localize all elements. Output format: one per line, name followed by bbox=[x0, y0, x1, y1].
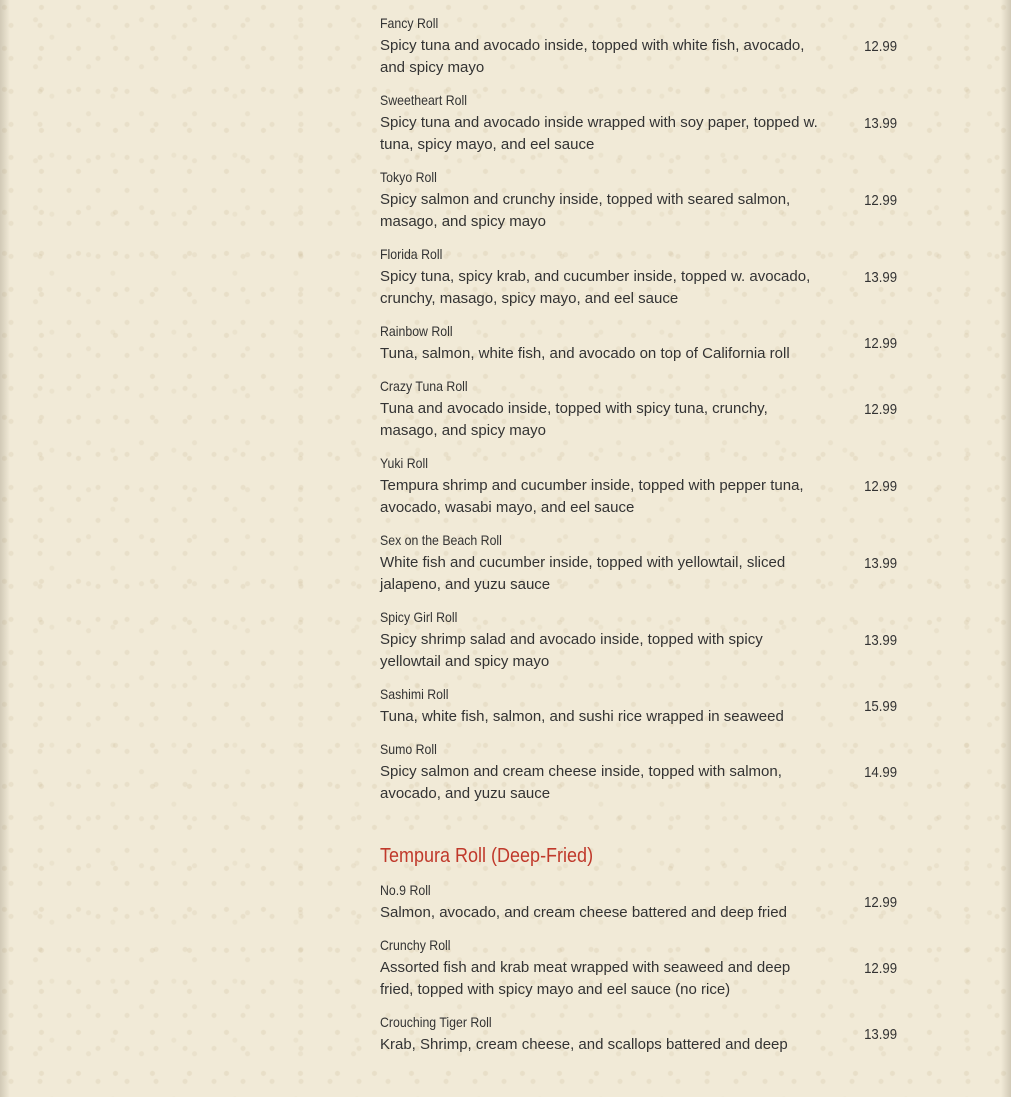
menu-item bbox=[380, 935, 920, 1001]
menu-item-price: 12.99 bbox=[864, 400, 898, 418]
menu-item bbox=[380, 244, 920, 310]
menu-item-description: Spicy tuna and avocado inside wrapped with soy paper, topped w. tuna, spicy mayo, and eel sauce bbox=[380, 114, 818, 153]
section-title: Tempura Roll (Deep-Fried) bbox=[380, 845, 594, 867]
menu-item bbox=[380, 376, 920, 442]
menu-item-text bbox=[380, 935, 820, 1001]
menu-item bbox=[380, 167, 920, 233]
menu-item-text bbox=[380, 530, 820, 596]
menu-item-text bbox=[380, 244, 820, 310]
menu-item-text bbox=[380, 90, 820, 156]
menu-item-description: Salmon, avocado, and cream cheese battered and deep fried bbox=[380, 904, 787, 921]
menu-item bbox=[380, 607, 920, 673]
page-edge-left bbox=[0, 0, 10, 1097]
menu-item-price: 15.99 bbox=[864, 697, 898, 715]
menu-item bbox=[380, 739, 920, 805]
menu-item bbox=[380, 321, 920, 365]
menu-item-price: 13.99 bbox=[864, 554, 898, 572]
menu-item-price: 14.99 bbox=[864, 763, 898, 781]
menu-item bbox=[380, 453, 920, 519]
menu-item-name: Rainbow Roll bbox=[380, 323, 453, 339]
menu-item bbox=[380, 90, 920, 156]
menu-item-description: Assorted fish and krab meat wrapped with seaweed and deep fried, topped with spicy mayo and eel sauce (no rice) bbox=[380, 959, 791, 998]
menu-item-price: 12.99 bbox=[864, 334, 898, 352]
menu-item-price: 13.99 bbox=[864, 268, 898, 286]
menu-item-description: Spicy salmon and crunchy inside, topped with seared salmon, masago, and spicy mayo bbox=[380, 191, 791, 230]
menu-item-text bbox=[380, 167, 820, 233]
menu-item-price: 13.99 bbox=[864, 114, 898, 132]
menu-item-name: Fancy Roll bbox=[380, 15, 439, 31]
menu-item-name: Yuki Roll bbox=[380, 455, 428, 471]
menu-item-price: 12.99 bbox=[864, 959, 898, 977]
menu-item-text bbox=[380, 0, 820, 2]
menu-item-price: 13.99 bbox=[864, 1025, 898, 1043]
menu-item-text bbox=[380, 684, 820, 728]
menu-item-name: Sumo Roll bbox=[380, 741, 437, 757]
menu-item-text bbox=[380, 880, 820, 924]
menu-item-name: No.9 Roll bbox=[380, 882, 431, 898]
menu-item-name: Crunchy Roll bbox=[380, 937, 451, 953]
menu-item-description: Krab, Shrimp, cream cheese, and scallops battered and deep bbox=[380, 1036, 788, 1053]
menu-item-price: 12.99 bbox=[864, 893, 898, 911]
menu-item-description: Spicy tuna, spicy krab, and cucumber inside, topped w. avocado, crunchy, masago, spicy mayo, and eel sauce bbox=[380, 268, 811, 307]
menu-item-name: Tokyo Roll bbox=[380, 169, 437, 185]
menu-item-description: Spicy tuna and avocado inside, topped with white fish, avocado, and spicy mayo bbox=[380, 37, 805, 76]
menu-item-description: Tuna, salmon, white fish, and avocado on top of California roll bbox=[380, 345, 790, 362]
menu-item-name: Sashimi Roll bbox=[380, 686, 449, 702]
menu-item-text bbox=[380, 13, 820, 79]
menu-item-description: Spicy shrimp salad and avocado inside, topped with spicy yellowtail and spicy mayo bbox=[380, 631, 763, 670]
menu-item-text bbox=[380, 607, 820, 673]
menu-item-price: 12.99 bbox=[864, 477, 898, 495]
menu-item bbox=[380, 530, 920, 596]
menu-item-name: Florida Roll bbox=[380, 246, 443, 262]
menu-item-description: White fish and cucumber inside, topped with yellowtail, sliced jalapeno, and yuzu sauce bbox=[380, 554, 786, 593]
menu-item bbox=[380, 0, 920, 2]
menu-item-name: Spicy Girl Roll bbox=[380, 609, 458, 625]
menu-item-price: 13.99 bbox=[864, 631, 898, 649]
menu-item bbox=[380, 1012, 920, 1056]
menu-item bbox=[380, 684, 920, 728]
menu-item bbox=[380, 13, 920, 79]
menu-item-description: Spicy salmon and cream cheese inside, topped with salmon, avocado, and yuzu sauce bbox=[380, 763, 782, 802]
menu-item-description: Tuna, white fish, salmon, and sushi rice wrapped in seaweed bbox=[380, 708, 784, 725]
menu-item bbox=[380, 880, 920, 924]
menu-item-name: Sweetheart Roll bbox=[380, 92, 467, 108]
menu-item-name: Crouching Tiger Roll bbox=[380, 1014, 492, 1030]
menu-item-text bbox=[380, 1012, 820, 1056]
menu-item-text bbox=[380, 453, 820, 519]
menu-item-description bbox=[380, 0, 820, 2]
menu-item-description: Tempura shrimp and cucumber inside, topped with pepper tuna, avocado, wasabi mayo, and eel sauce bbox=[380, 477, 804, 516]
menu-item-text bbox=[380, 321, 820, 365]
menu-item-description: Tuna and avocado inside, topped with spicy tuna, crunchy, masago, and spicy mayo bbox=[380, 400, 768, 439]
menu-item-text bbox=[380, 376, 820, 442]
menu-item-price: 12.99 bbox=[864, 37, 898, 55]
menu-list bbox=[380, 0, 920, 1067]
menu-item-price: 12.99 bbox=[864, 191, 898, 209]
menu-item-name: Sex on the Beach Roll bbox=[380, 532, 502, 548]
page-edge-right bbox=[1001, 0, 1011, 1097]
menu-item-name: Crazy Tuna Roll bbox=[380, 378, 468, 394]
menu-item-text bbox=[380, 739, 820, 805]
